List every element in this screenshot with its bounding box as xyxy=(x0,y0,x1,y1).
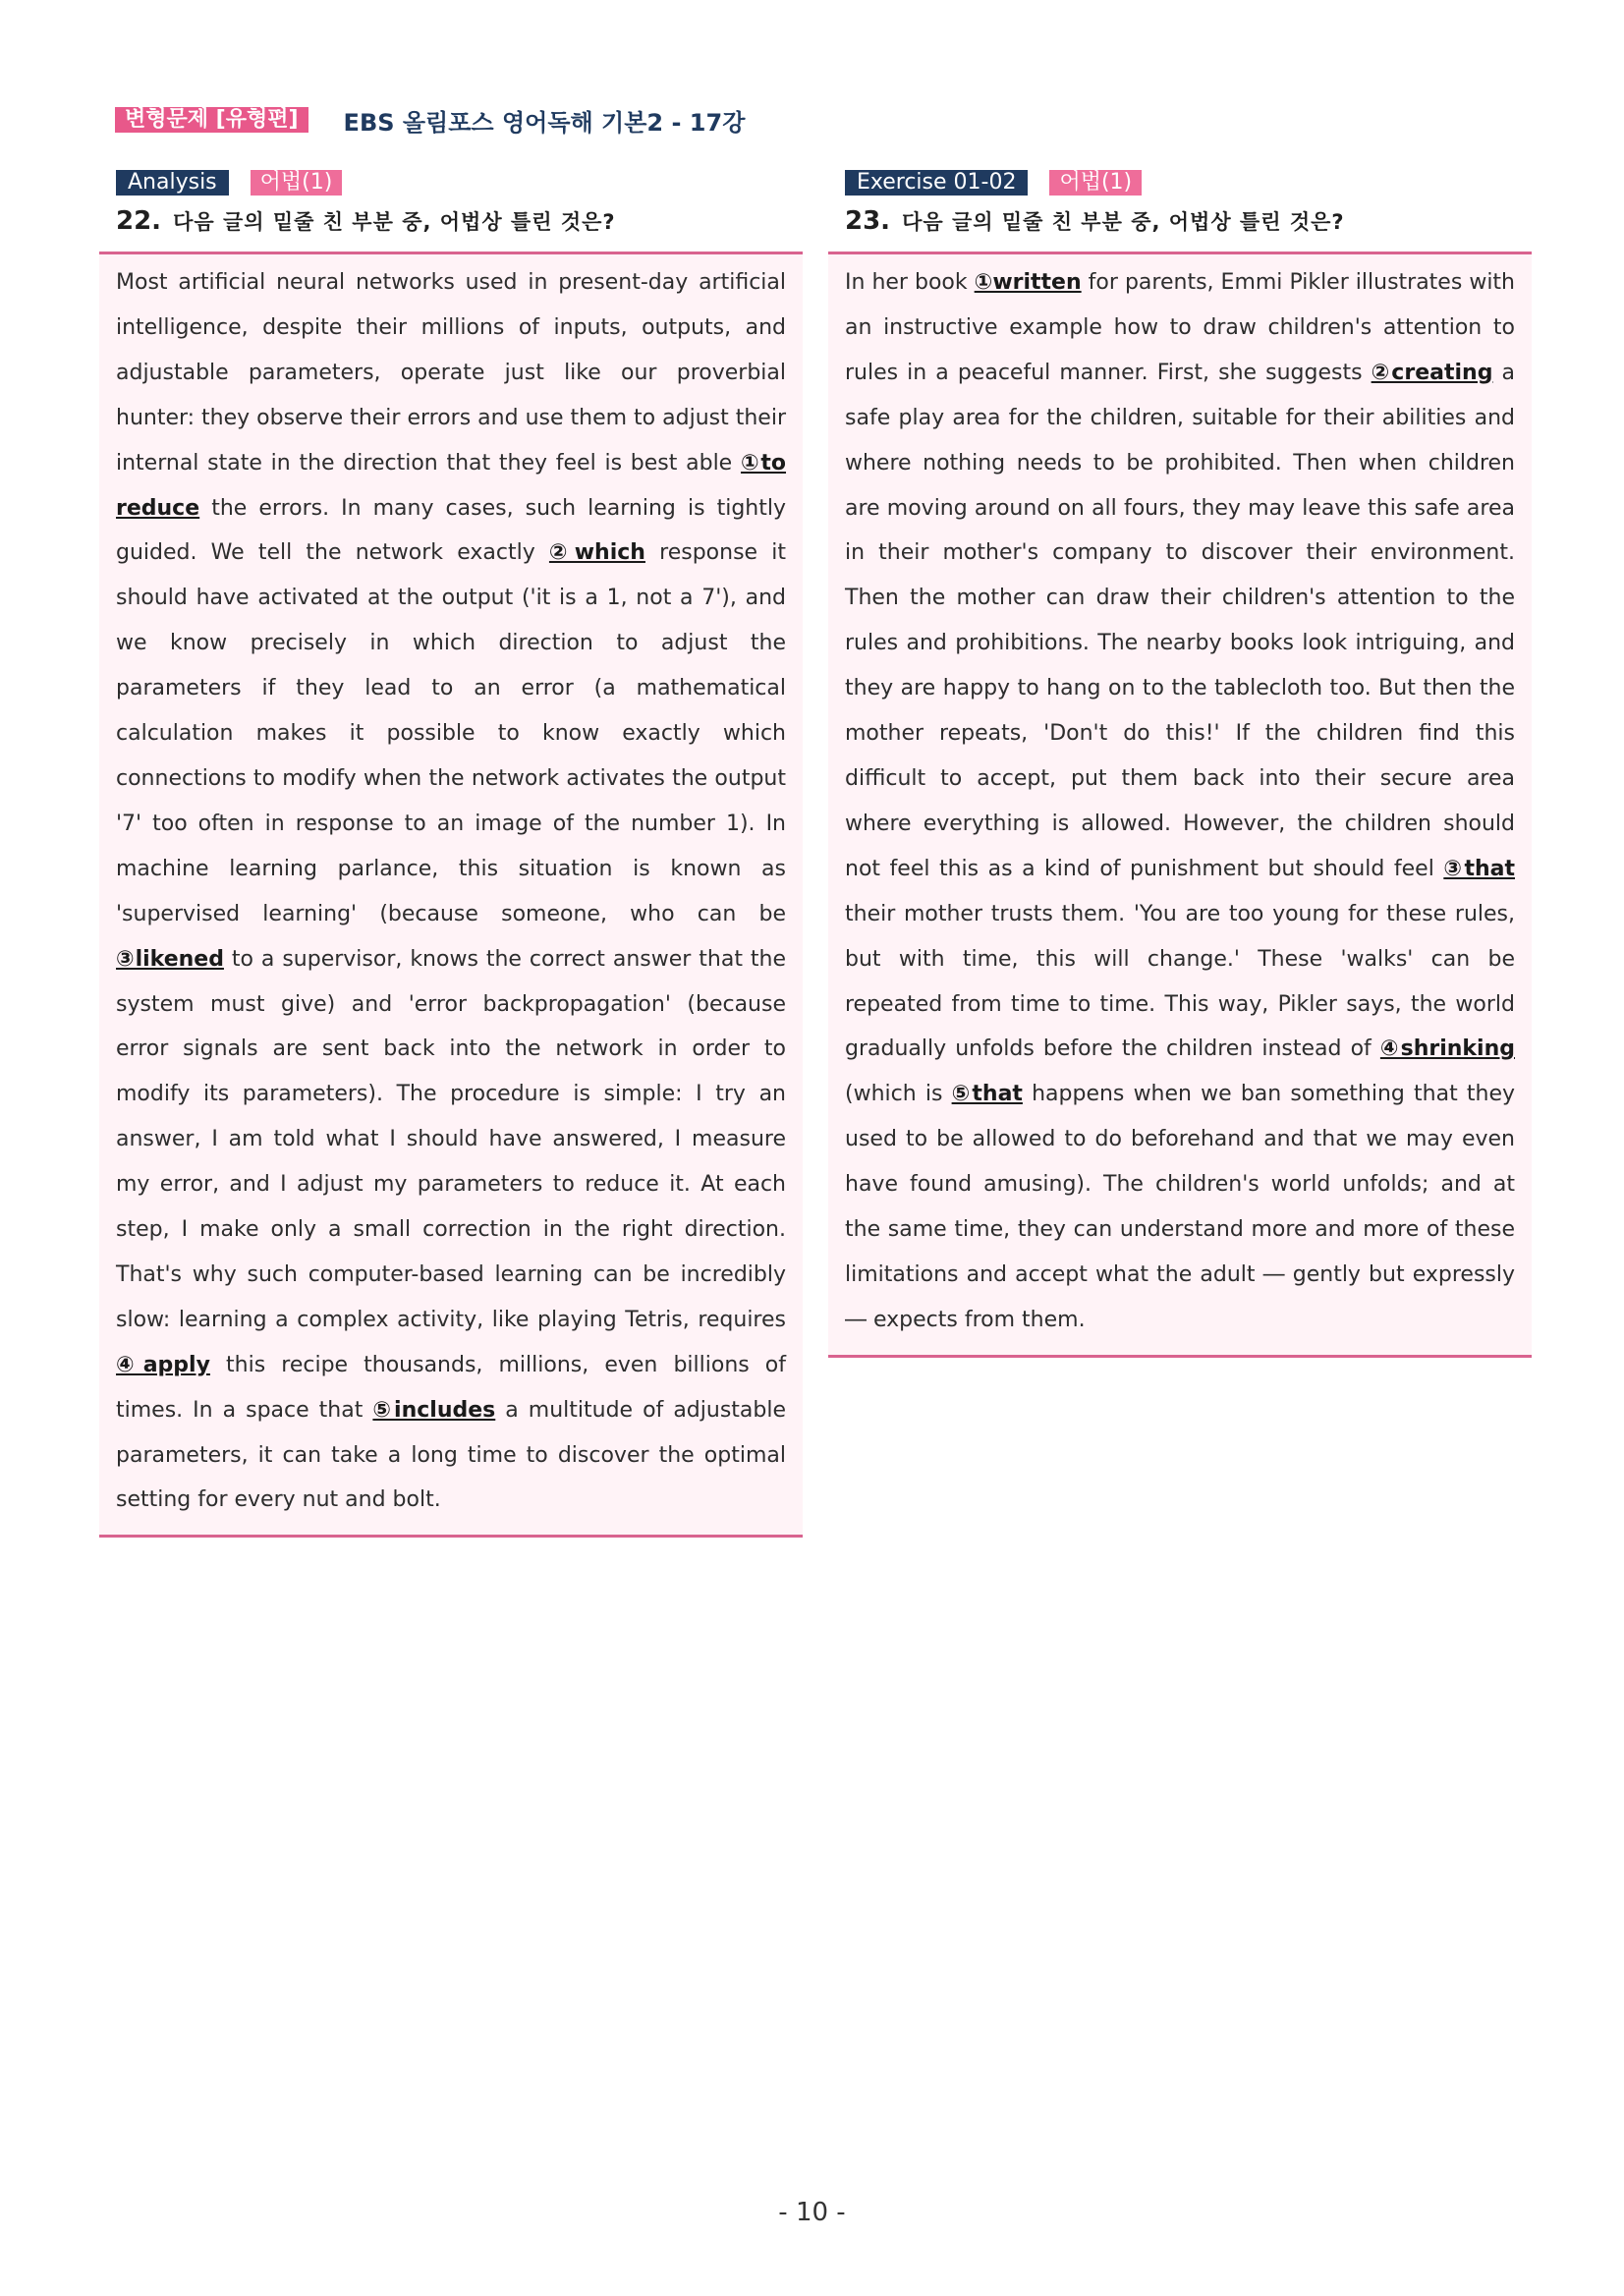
question-23-column xyxy=(828,169,1532,1358)
question-22-title xyxy=(116,206,803,240)
underlined-choice-2: ②creating xyxy=(1371,360,1493,385)
question-22-column xyxy=(99,169,803,1538)
passage-23 xyxy=(828,252,1532,1358)
text-segment: a multitude of adjustable parameters, it can take a long time to discover the optimal setting for every nut and bolt. xyxy=(116,1397,787,1513)
text-segment: happens when we ban something that they used to be allowed to do beforehand and that we may even have found amusing). The children's world unfolds; and at the same time, they can understand more and more of these limitations and accept what the adult ― gently but expressly ― expects from them. xyxy=(845,1082,1516,1332)
underlined-choice-4: ④apply xyxy=(116,1352,210,1377)
analysis-tag: Analysis xyxy=(116,170,229,196)
exercise-tag: Exercise 01-02 xyxy=(845,170,1028,196)
text-segment: to a supervisor, knows the correct answer that the system must give) and 'error backpropagation' (because error signals are sent back into the network in order to modify its parameters). The procedure is simple: I try an answer, I am told what I should have answered, I measure my error, and I adjust my parameters to reduce it. At each step, I make only a small correction in the right direction. That's why such computer-based learning can be incredibly slow: learning a complex activity, like playing Tetris, requires xyxy=(116,946,786,1332)
page-title: EBS 올림포스 영어독해 기본2 - 17강 xyxy=(343,108,746,137)
section-tag: 변형문제 [유형편] xyxy=(115,107,308,133)
text-segment: a safe play area for the children, suitable for their abilities and where nothing needs to be prohibited. Then when children are moving around on all fours, they may leave this safe area in their mother's company to discover their environment. Then the mother can draw their children's attention to the rules and prohibitions. The nearby books look intriguing, and they are happy to hang on to the tablecloth too. But then the mother repeats, 'Don't do this!' If the children find this difficult to accept, put them back into their secure area where everything is allowed. However, the children should not feel this as a kind of punishment but should feel xyxy=(845,360,1515,881)
text-segment: this recipe thousands, millions, even billions of times. In a space that xyxy=(116,1352,787,1423)
question-number: 22. xyxy=(116,206,162,236)
passage-text xyxy=(845,260,1515,1343)
text-segment: response it should have activated at the output ('it is a 1, not a 7'), and we know precisely in which direction to adjust the parameters if they lead to an error (a mathematical calculation makes it possible to know exactly which connections to modify when the network activates the output '7' too often in response to an image of the number 1). In machine learning parlance, this situation is known as 'supervised learning' (because someone, who can be xyxy=(116,540,786,926)
question-prompt: 다음 글의 밑줄 친 부분 중, 어법상 틀린 것은? xyxy=(173,210,616,234)
underlined-choice-3: ③that xyxy=(1443,856,1515,881)
category-tag: 어법(1) xyxy=(251,170,343,196)
category-tag: 어법(1) xyxy=(1049,170,1142,196)
question-number: 23. xyxy=(845,206,891,236)
text-segment: their mother trusts them. 'You are too young for these rules, but with time, this will change.' These 'walks' can be repeated from time to time. This way, Pikler says, the world gradually unfolds before the children instead of xyxy=(845,901,1515,1062)
underlined-choice-5: ⑤that xyxy=(951,1082,1023,1107)
question-23-title xyxy=(845,206,1532,240)
text-segment: (which is xyxy=(845,1082,952,1107)
text-segment: In her book xyxy=(845,270,975,295)
passage-text xyxy=(116,260,786,1523)
passage-22 xyxy=(99,252,803,1538)
page-header xyxy=(115,102,745,138)
underlined-choice-5: ⑤includes xyxy=(372,1397,496,1423)
text-segment: Most artificial neural networks used in present-day artificial intelligence, despite their millions of inputs, outputs, and adjustable parameters, operate just like our proverbial hunter: they observe their errors and use them to adjust their internal state in the direction that they feel is best able xyxy=(116,270,786,476)
text-segment: the errors. In many cases, such learning is tightly guided. We tell the network exactly xyxy=(116,495,786,566)
underlined-choice-4: ④shrinking xyxy=(1379,1036,1515,1062)
question-22-labels xyxy=(116,169,803,196)
underlined-choice-1: ①written xyxy=(974,270,1082,295)
question-prompt: 다음 글의 밑줄 친 부분 중, 어법상 틀린 것은? xyxy=(902,210,1345,234)
underlined-choice-2: ②which xyxy=(548,540,645,566)
underlined-choice-3: ③likened xyxy=(116,946,224,972)
question-23-labels xyxy=(845,169,1532,196)
text-segment: for parents, Emmi Pikler illustrates with an instructive example how to draw children's attention to rules in a peaceful manner. First, she suggests xyxy=(845,270,1516,385)
underlined-choice-1: ①to reduce xyxy=(116,450,787,521)
page-number: - 10 - xyxy=(778,2198,846,2227)
